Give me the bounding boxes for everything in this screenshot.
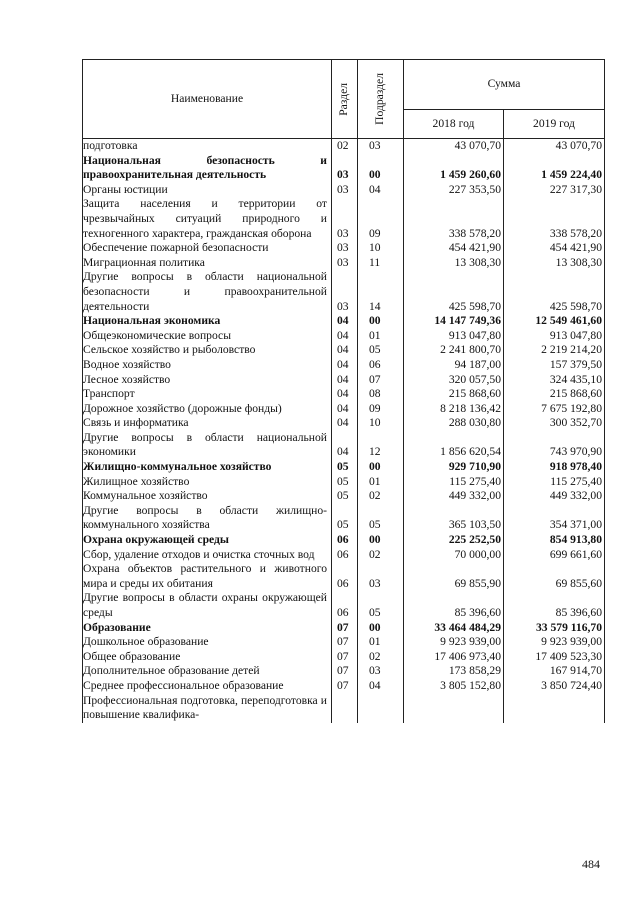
row-sum-2019: 918 978,40 [504, 460, 605, 475]
table-row [83, 562, 605, 591]
row-name: Сбор, удаление отходов и очистка сточных вод [83, 548, 332, 563]
row-sum-2019: 157 379,50 [504, 358, 605, 373]
row-sum-2018: 69 855,90 [404, 562, 504, 591]
row-section: 04 [332, 314, 358, 329]
row-subsection: 03 [358, 664, 404, 679]
row-name: Дорожное хозяйство (дорожные фонды) [83, 402, 332, 417]
row-sum-2019: 17 409 523,30 [504, 650, 605, 665]
table-row [83, 694, 605, 723]
row-subsection: 00 [358, 314, 404, 329]
row-name: Защита населения и территории от чрезвычайных ситуаций природного и техногенного характера, гражданская оборона [83, 197, 332, 241]
table-row [83, 329, 605, 344]
row-sum-2018: 8 218 136,42 [404, 402, 504, 417]
row-subsection: 08 [358, 387, 404, 402]
table-row [83, 635, 605, 650]
table-row [83, 183, 605, 198]
row-section: 06 [332, 591, 358, 620]
row-subsection: 01 [358, 329, 404, 344]
row-subsection: 05 [358, 343, 404, 358]
row-sum-2018: 338 578,20 [404, 197, 504, 241]
row-section: 03 [332, 183, 358, 198]
row-sum-2018: 13 308,30 [404, 256, 504, 271]
table-row [83, 504, 605, 533]
row-name: Жилищно-коммунальное хозяйство [83, 460, 332, 475]
row-sum-2018 [404, 694, 504, 723]
row-name: Дополнительное образование детей [83, 664, 332, 679]
row-subsection [358, 694, 404, 723]
row-name: Органы юстиции [83, 183, 332, 198]
row-name: Другие вопросы в области национальной безопасности и правоохранительной деятельности [83, 270, 332, 314]
row-subsection: 01 [358, 475, 404, 490]
row-name: Коммунальное хозяйство [83, 489, 332, 504]
table-row [83, 591, 605, 620]
row-name: Дошкольное образование [83, 635, 332, 650]
row-sum-2018: 288 030,80 [404, 416, 504, 431]
row-sum-2019: 69 855,60 [504, 562, 605, 591]
row-name: Среднее профессиональное образование [83, 679, 332, 694]
row-sum-2019: 43 070,70 [504, 139, 605, 154]
row-sum-2018: 70 000,00 [404, 548, 504, 563]
row-section: 04 [332, 416, 358, 431]
row-sum-2018: 227 353,50 [404, 183, 504, 198]
row-sum-2019: 354 371,00 [504, 504, 605, 533]
row-subsection: 00 [358, 533, 404, 548]
row-name: Жилищное хозяйство [83, 475, 332, 490]
table-row [83, 256, 605, 271]
row-subsection: 03 [358, 562, 404, 591]
row-section: 07 [332, 635, 358, 650]
row-subsection: 14 [358, 270, 404, 314]
table-row [83, 139, 605, 154]
row-sum-2019: 115 275,40 [504, 475, 605, 490]
row-sum-2019: 85 396,60 [504, 591, 605, 620]
row-subsection: 03 [358, 139, 404, 154]
row-sum-2018: 215 868,60 [404, 387, 504, 402]
row-section: 04 [332, 343, 358, 358]
row-sum-2018: 1 459 260,60 [404, 154, 504, 183]
row-subsection: 00 [358, 154, 404, 183]
row-name: Обеспечение пожарной безопасности [83, 241, 332, 256]
row-subsection: 09 [358, 197, 404, 241]
row-sum-2019: 425 598,70 [504, 270, 605, 314]
row-subsection: 00 [358, 621, 404, 636]
row-name: Национальная безопасность и правоохранительная деятельность [83, 154, 332, 183]
table-row [83, 416, 605, 431]
row-section: 04 [332, 329, 358, 344]
row-subsection: 10 [358, 416, 404, 431]
header-subsection-label: Подраздел [373, 73, 387, 125]
row-sum-2019: 9 923 939,00 [504, 635, 605, 650]
table-row [83, 270, 605, 314]
row-sum-2019: 449 332,00 [504, 489, 605, 504]
row-section: 03 [332, 241, 358, 256]
row-subsection: 02 [358, 489, 404, 504]
row-sum-2019: 13 308,30 [504, 256, 605, 271]
header-year-2018: 2018 год [404, 109, 504, 138]
table-row [83, 533, 605, 548]
row-section: 07 [332, 621, 358, 636]
row-sum-2018: 94 187,00 [404, 358, 504, 373]
row-subsection: 04 [358, 679, 404, 694]
row-section: 05 [332, 460, 358, 475]
row-sum-2019: 338 578,20 [504, 197, 605, 241]
row-name: Транспорт [83, 387, 332, 402]
row-section: 04 [332, 387, 358, 402]
row-section: 05 [332, 475, 358, 490]
row-name: Национальная экономика [83, 314, 332, 329]
row-sum-2018: 225 252,50 [404, 533, 504, 548]
row-sum-2019: 300 352,70 [504, 416, 605, 431]
row-sum-2018: 913 047,80 [404, 329, 504, 344]
table-row [83, 475, 605, 490]
row-sum-2019: 3 850 724,40 [504, 679, 605, 694]
row-subsection: 05 [358, 591, 404, 620]
row-sum-2018: 33 464 484,29 [404, 621, 504, 636]
row-section: 07 [332, 664, 358, 679]
row-name: Другие вопросы в области жилищно-коммунального хозяйства [83, 504, 332, 533]
table-row [83, 314, 605, 329]
row-sum-2018: 9 923 939,00 [404, 635, 504, 650]
row-sum-2019: 7 675 192,80 [504, 402, 605, 417]
row-section: 03 [332, 270, 358, 314]
row-sum-2019 [504, 694, 605, 723]
row-sum-2018: 1 856 620,54 [404, 431, 504, 460]
row-sum-2019: 215 868,60 [504, 387, 605, 402]
header-year-2019: 2019 год [504, 109, 605, 138]
row-subsection: 01 [358, 635, 404, 650]
table-row [83, 154, 605, 183]
row-section: 07 [332, 650, 358, 665]
table-row [83, 373, 605, 388]
row-sum-2018: 43 070,70 [404, 139, 504, 154]
table-row [83, 197, 605, 241]
row-section: 03 [332, 256, 358, 271]
row-section: 05 [332, 504, 358, 533]
row-subsection: 07 [358, 373, 404, 388]
row-sum-2019: 1 459 224,40 [504, 154, 605, 183]
row-sum-2019: 699 661,60 [504, 548, 605, 563]
row-sum-2018: 17 406 973,40 [404, 650, 504, 665]
row-sum-2019: 33 579 116,70 [504, 621, 605, 636]
table-row [83, 358, 605, 373]
row-name: подготовка [83, 139, 332, 154]
row-sum-2019: 12 549 461,60 [504, 314, 605, 329]
table-row [83, 679, 605, 694]
row-section: 06 [332, 562, 358, 591]
row-subsection: 10 [358, 241, 404, 256]
table-row [83, 460, 605, 475]
row-name: Лесное хозяйство [83, 373, 332, 388]
budget-table [82, 59, 605, 723]
row-sum-2019: 743 970,90 [504, 431, 605, 460]
row-sum-2019: 454 421,90 [504, 241, 605, 256]
row-sum-2018: 2 241 800,70 [404, 343, 504, 358]
header-subsection [358, 60, 404, 139]
row-section: 04 [332, 373, 358, 388]
header-section-label: Раздел [337, 82, 351, 116]
row-sum-2018: 365 103,50 [404, 504, 504, 533]
row-name: Другие вопросы в области национальной экономики [83, 431, 332, 460]
row-section: 04 [332, 402, 358, 417]
row-section: 03 [332, 154, 358, 183]
row-subsection: 12 [358, 431, 404, 460]
table-row [83, 664, 605, 679]
row-subsection: 09 [358, 402, 404, 417]
row-name: Сельское хозяйство и рыболовство [83, 343, 332, 358]
table-row [83, 431, 605, 460]
row-name: Миграционная политика [83, 256, 332, 271]
table-body [83, 139, 605, 723]
row-sum-2019: 324 435,10 [504, 373, 605, 388]
row-section: 05 [332, 489, 358, 504]
row-name: Другие вопросы в области охраны окружающей среды [83, 591, 332, 620]
row-subsection: 02 [358, 650, 404, 665]
row-section [332, 694, 358, 723]
table-row [83, 241, 605, 256]
row-sum-2019: 227 317,30 [504, 183, 605, 198]
table-row [83, 489, 605, 504]
header-name: Наименование [83, 60, 332, 139]
page-number: 484 [582, 857, 600, 871]
row-subsection: 05 [358, 504, 404, 533]
row-sum-2019: 167 914,70 [504, 664, 605, 679]
row-sum-2018: 454 421,90 [404, 241, 504, 256]
row-section: 04 [332, 358, 358, 373]
table-row [83, 402, 605, 417]
row-subsection: 00 [358, 460, 404, 475]
row-name: Профессиональная подготовка, переподготовка и повышение квалифика- [83, 694, 332, 723]
row-section: 04 [332, 431, 358, 460]
table-row [83, 343, 605, 358]
row-section: 07 [332, 679, 358, 694]
row-sum-2019: 2 219 214,20 [504, 343, 605, 358]
header-section [332, 60, 358, 139]
row-sum-2018: 320 057,50 [404, 373, 504, 388]
row-name: Образование [83, 621, 332, 636]
row-sum-2018: 115 275,40 [404, 475, 504, 490]
row-name: Водное хозяйство [83, 358, 332, 373]
row-sum-2018: 3 805 152,80 [404, 679, 504, 694]
table-row [83, 387, 605, 402]
row-name: Общее образование [83, 650, 332, 665]
row-name: Охрана окружающей среды [83, 533, 332, 548]
row-sum-2018: 425 598,70 [404, 270, 504, 314]
row-name: Общеэкономические вопросы [83, 329, 332, 344]
row-section: 06 [332, 533, 358, 548]
row-name: Связь и информатика [83, 416, 332, 431]
row-sum-2019: 913 047,80 [504, 329, 605, 344]
row-sum-2018: 929 710,90 [404, 460, 504, 475]
row-sum-2018: 449 332,00 [404, 489, 504, 504]
table-header [83, 60, 605, 139]
row-name: Охрана объектов растительного и животного мира и среды их обитания [83, 562, 332, 591]
row-subsection: 04 [358, 183, 404, 198]
row-sum-2018: 173 858,29 [404, 664, 504, 679]
row-section: 06 [332, 548, 358, 563]
row-sum-2018: 14 147 749,36 [404, 314, 504, 329]
row-section: 02 [332, 139, 358, 154]
row-subsection: 11 [358, 256, 404, 271]
row-subsection: 02 [358, 548, 404, 563]
header-sum: Сумма [404, 60, 605, 110]
table-row [83, 650, 605, 665]
row-subsection: 06 [358, 358, 404, 373]
table-row [83, 621, 605, 636]
row-sum-2019: 854 913,80 [504, 533, 605, 548]
table-row [83, 548, 605, 563]
row-sum-2018: 85 396,60 [404, 591, 504, 620]
row-section: 03 [332, 197, 358, 241]
